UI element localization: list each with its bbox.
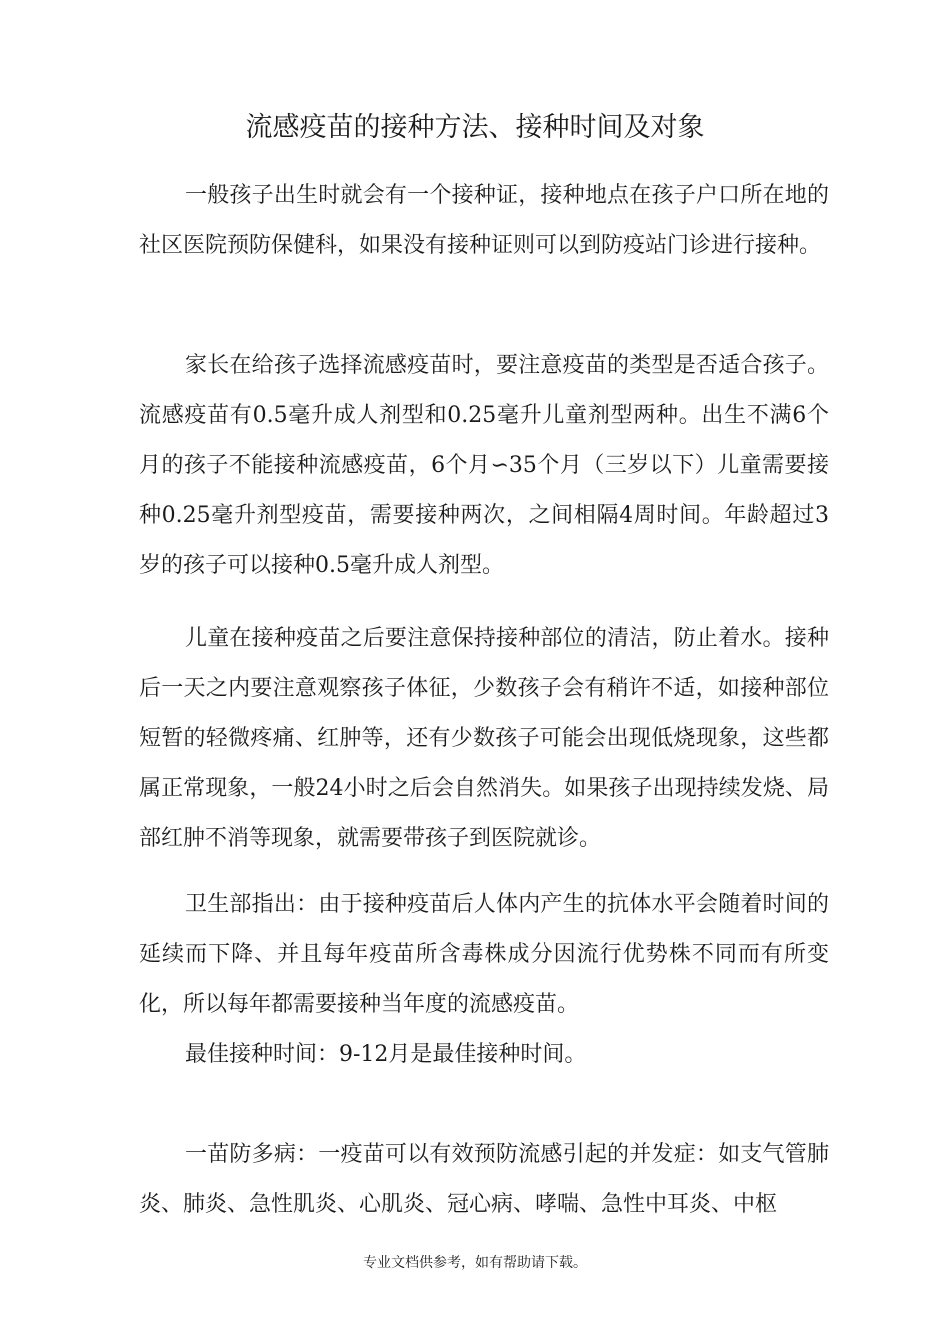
document-title: 流感疫苗的接种方法、接种时间及对象 <box>245 112 705 143</box>
paragraph-vaccination-location: 一般孩子出生时就会有一个接种证，接种地点在孩子户口所在地的社区医院预防保健科，如果没有接种证则可以到防疫站门诊进行接种。 <box>139 183 829 258</box>
paragraph-best-time: 最佳接种时间：9-12月是最佳接种时间。 <box>185 1042 587 1067</box>
paragraph-post-vaccination-care: 儿童在接种疫苗之后要注意保持接种部位的清洁，防止着水。接种后一天之内要注意观察孩子体征，少数孩子会有稍许不适，如接种部位短暂的轻微疼痛、红肿等，还有少数孩子可能会出现低烧现象，这些都属正常现象，一般24小时之后会自然消失。如果孩子出现持续发烧、局部红肿不消等现象，就需要带孩子到医院就诊。 <box>139 626 829 851</box>
paragraph-annual-vaccination: 卫生部指出：由于接种疫苗后人体内产生的抗体水平会随着时间的延续而下降、并且每年疫苗所含毒株成分因流行优势株不同而有所变化，所以每年都需要接种当年度的流感疫苗。 <box>139 892 829 1017</box>
paragraph-vaccine-dosage-types: 家长在给孩子选择流感疫苗时，要注意疫苗的类型是否适合孩子。流感疫苗有0.5毫升成人剂型和0.25毫升儿童剂型两种。出生不满6个月的孩子不能接种流感疫苗，6个月∽35个月（三岁以下）儿童需要接种0.25毫升剂型疫苗，需要接种两次，之间相隔4周时间。年龄超过3岁的孩子可以接种0.5毫升成人剂型。 <box>139 353 829 578</box>
paragraph-multi-disease-prevention: 一苗防多病：一疫苗可以有效预防流感引起的并发症：如支气管肺炎、肺炎、急性肌炎、心肌炎、冠心病、哮喘、急性中耳炎、中枢 <box>139 1142 829 1217</box>
page-footer: 专业文档供参考，如有帮助请下载。 <box>363 1255 587 1271</box>
